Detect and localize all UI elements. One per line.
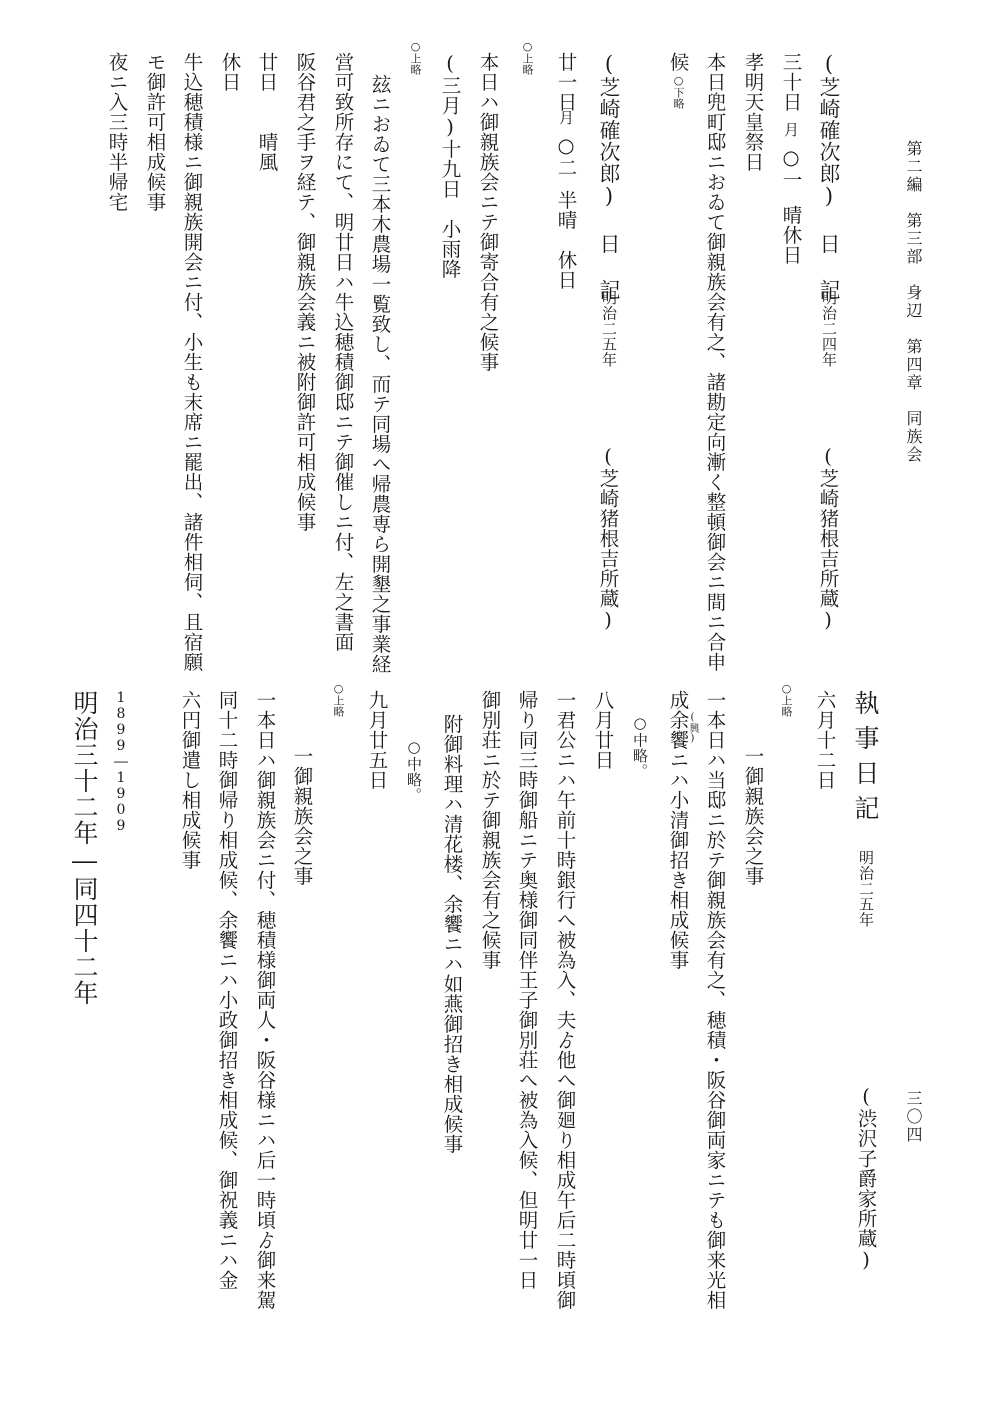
diary-year: 明治二四年 [820, 290, 838, 368]
text-line: 夜ニ入三時半帰宅 [105, 52, 129, 212]
diary-heading: (芝崎確次郎) 日 記 [597, 52, 621, 301]
text-line: 帰り同三時御船ニテ奥様御同伴王子御別荘へ被為入候、但明廿一日 [515, 690, 539, 1290]
text-line: 本日兜町邸ニおゐて御親族会有之、諸勘定向漸く整頓御会ニ間ニ合申 [703, 52, 727, 672]
text-line: 玆ニおゐて三本木農場一覧致し、而テ同場へ帰農専ら開墾之事業経 [368, 74, 392, 674]
holiday-note: 休日 [218, 52, 242, 92]
text-line: 一本日ハ御親族会ニ付、穂積様御両人・阪谷様ニハ后一時頃ゟ御来駕 [253, 690, 277, 1310]
holiday-note: 孝明天皇祭日 [741, 52, 765, 172]
reading-note: (興) [687, 712, 698, 744]
text-line: 六円御遣し相成候事 [178, 690, 202, 870]
page-number: 三〇四 [904, 1090, 923, 1144]
diary-year: 明治二五年 [600, 290, 618, 368]
section-source: (渋沢子爵家所蔵) [854, 1085, 878, 1272]
weekday: 月 [557, 110, 575, 126]
month-number: ○一 [779, 146, 803, 190]
running-head: 第二編 第三部 身辺 第四章 同族会 [904, 140, 923, 464]
date-entry: 廿一日 [554, 52, 578, 112]
omission-mark: ○上略 [332, 682, 345, 717]
text-line: 阪谷君之手ヲ経テ、御親族会義ニ被附御許可相成候事 [293, 52, 317, 532]
date-entry: (三月)十九日 小雨降 [438, 52, 462, 279]
section-title: 執事日記 [851, 690, 880, 830]
diary-source: (芝崎猪根吉所蔵) [596, 445, 620, 632]
text-line: 附御料理ハ清花楼、余饗ニハ如燕御招き相成候事 [440, 714, 464, 1154]
omission-mark: ○上略 [521, 40, 534, 75]
diary-heading: (芝崎確次郎) 日 記 [817, 52, 841, 301]
omission-mark: ○下略 [672, 74, 685, 109]
text-line: 御別荘ニ於テ御親族会有之候事 [478, 690, 502, 970]
date-entry: 六月十二日 [813, 690, 837, 790]
item-heading: 一御親族会之事 [290, 746, 314, 886]
text-line: 牛込穂積様ニ御親族開会ニ付、小生も末席ニ罷出、諸件相伺、且宿願 [180, 52, 204, 672]
month-number: ○二 [554, 134, 578, 178]
omission-mark: ○上略 [409, 40, 422, 75]
date-entry: 九月廿五日 [365, 690, 389, 790]
text-line: モ御許可相成候事 [143, 52, 167, 212]
omission-mark: ○中略。 [631, 714, 649, 779]
era-title: 明治三十二年―同四十二年 [70, 690, 99, 1006]
weather-note: 晴休日 [779, 205, 803, 265]
date-entry: 三十日 [779, 52, 803, 112]
text-line: 営可致所存にて、明廿日ハ牛込穂積御邸ニテ御催しニ付、左之書面 [331, 52, 355, 652]
diary-source: (芝崎猪根吉所蔵) [816, 445, 840, 632]
date-entry: 八月廿日 [591, 690, 615, 770]
era-years: 1899―1909 [113, 690, 129, 834]
text-line: 成余饗ニハ小清御招き相成候事 [666, 690, 690, 970]
date-entry: 廿日 晴風 [255, 52, 279, 172]
weather-note: 半晴 休日 [554, 190, 578, 290]
weekday: 月 [782, 122, 800, 138]
text-line: 一君公ニハ午前十時銀行へ被為入、夫ゟ他へ御廻り相成午后二時頃御 [553, 690, 577, 1310]
text-line: 本日ハ御親族会ニテ御寄合有之候事 [476, 52, 500, 372]
omission-mark: ○上略 [780, 682, 793, 717]
item-heading: 一御親族会之事 [741, 746, 765, 886]
omission-mark: ○中略。 [405, 738, 423, 803]
text-line: 一本日ハ当邸ニ於テ御親族会有之、穂積・阪谷御両家ニテも御来光相 [703, 690, 727, 1310]
section-year: 明治二五年 [857, 850, 875, 928]
text-line: 同十二時御帰り相成候、余饗ニハ小政御招き相成候、御祝義ニハ金 [215, 690, 239, 1290]
text-line: 候 [666, 52, 690, 72]
